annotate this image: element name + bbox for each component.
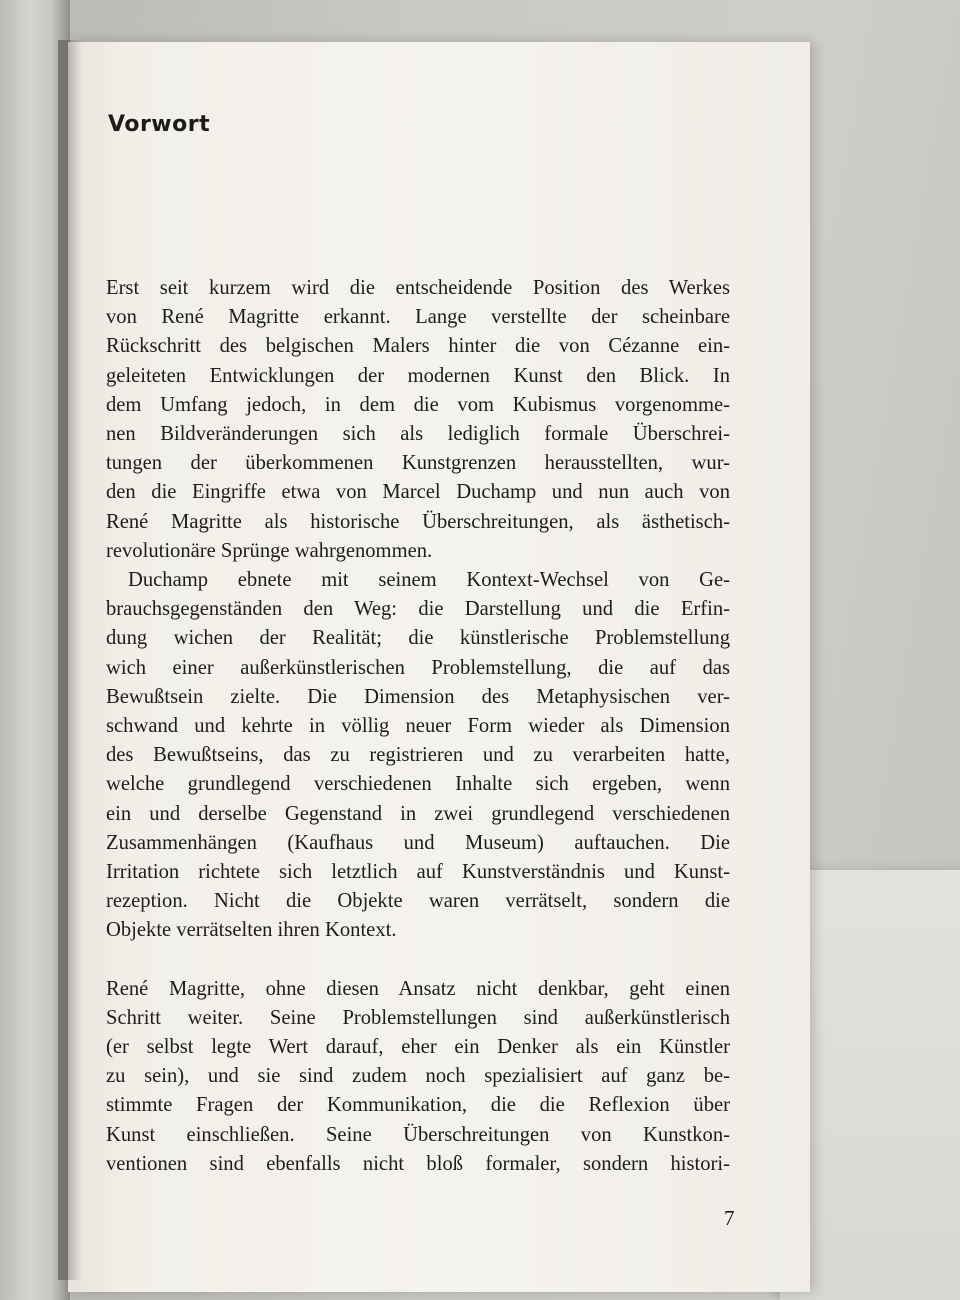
text-line: Duchamp ebnete mit seinem Kontext-Wechsel von Ge- (128, 569, 730, 592)
paragraph-2 (106, 566, 730, 946)
body-text (106, 274, 730, 1179)
text-line: Zusammenhängen (Kaufhaus und Museum) auftauchen. Die (106, 831, 730, 854)
text-line: Erst seit kurzem wird die entscheidende Position des Werkes (106, 277, 730, 299)
text-line: Rückschritt des belgischen Malers hinter die von Cézanne ein- (106, 335, 730, 358)
text-line: Bewußtsein zielte. Die Dimension des Metaphysischen ver- (106, 685, 730, 708)
text-line: René Magritte, ohne diesen Ansatz nicht denkbar, geht einen (106, 977, 730, 1000)
text-line: Objekte verrätselten ihren Kontext. (106, 919, 397, 942)
text-line: den die Eingriffe etwa von Marcel Duchamp und nun auch von (106, 481, 730, 504)
paragraph-gap (106, 946, 730, 975)
text-line: Irritation richtete sich letztlich auf Kunstverständnis und Kunst- (106, 861, 730, 884)
text-line: brauchsgegenständen den Weg: die Darstellung und die Erfin- (106, 598, 730, 621)
paragraph-1 (106, 274, 730, 566)
text-line: rezeption. Nicht die Objekte waren verrätselt, sondern die (106, 890, 730, 913)
text-line: revolutionäre Sprünge wahrgenommen. (106, 539, 433, 562)
paragraph-3 (106, 975, 730, 1179)
text-line: Schritt weiter. Seine Problemstellungen sind außerkünstlerisch (106, 1006, 730, 1029)
text-line: ein und derselbe Gegenstand in zwei grundlegend verschiedenen (106, 802, 730, 825)
page-heading: Vorwort (108, 112, 211, 137)
text-line: des Bewußtseins, das zu registrieren und zu verarbeiten hatte, (106, 744, 730, 767)
text-line: ventionen sind ebenfalls nicht bloß formaler, sondern histori- (106, 1152, 730, 1175)
text-line: stimmte Fragen der Kommunikation, die die Reflexion über (106, 1094, 730, 1117)
text-line: nen Bildveränderungen sich als lediglich formale Überschrei- (106, 423, 730, 446)
text-line: von René Magritte erkannt. Lange verstellte der scheinbare (106, 306, 730, 329)
text-line: zu sein), und sie sind zudem noch spezialisiert auf ganz be- (106, 1065, 730, 1088)
text-line: welche grundlegend verschiedenen Inhalte sich ergeben, wenn (106, 773, 730, 796)
text-line: dung wichen der Realität; die künstlerische Problemstellung (106, 627, 730, 650)
spine-shadow (58, 40, 82, 1280)
page-number: 7 (724, 1206, 735, 1230)
text-line: tungen der überkommenen Kunstgrenzen herausstellten, wur- (106, 452, 730, 475)
text-line: Kunst einschließen. Seine Überschreitungen von Kunstkon- (106, 1123, 730, 1146)
text-line: geleiteten Entwicklungen der modernen Kunst den Blick. In (106, 364, 730, 387)
text-line: dem Umfang jedoch, in dem die vom Kubismus vorgenomme- (106, 393, 730, 416)
text-line: René Magritte als historische Überschreitungen, als ästhetisch- (106, 510, 730, 533)
text-line: wich einer außerkünstlerischen Problemstellung, die auf das (106, 656, 730, 679)
text-line: schwand und kehrte in völlig neuer Form wieder als Dimension (106, 715, 730, 738)
text-line: (er selbst legte Wert darauf, eher ein Denker als ein Künstler (106, 1036, 730, 1059)
